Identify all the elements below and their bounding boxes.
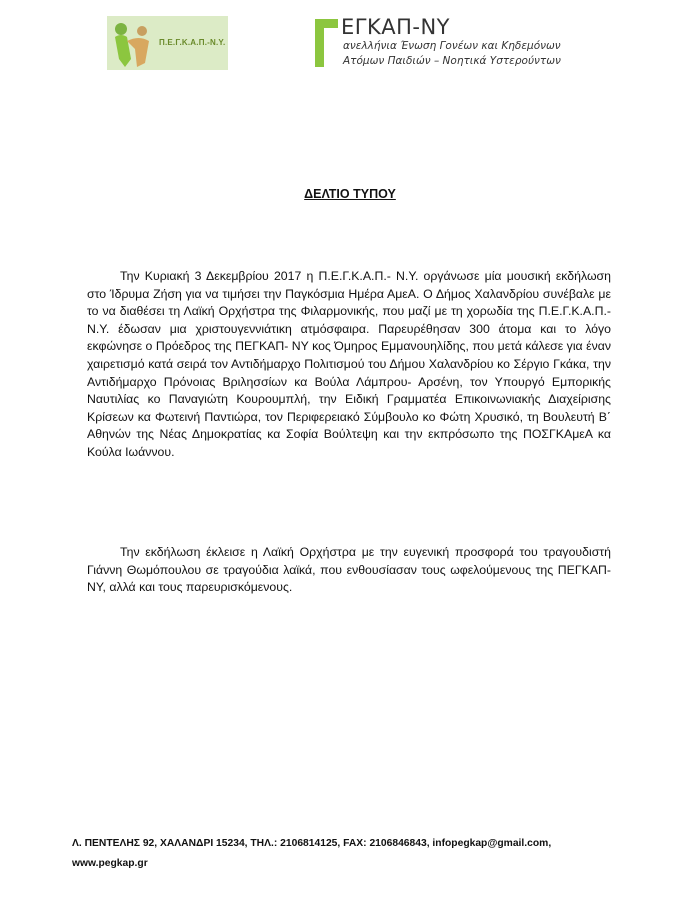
right-logo-name: ΕΓΚΑΠ-ΝΥ (341, 15, 451, 39)
people-icon (109, 19, 159, 69)
right-logo-line2: Ατόμων Παιδιών – Νοητικά Υστερούντων (343, 55, 561, 67)
body-paragraph-1: Την Κυριακή 3 Δεκεμβρίου 2017 η Π.Ε.Γ.Κ.Α.Π.- Ν.Υ. οργάνωσε μία μουσική εκδήλωση στο Ίδρυμα Ζήση για να τιμήσει την Παγκόσμια Ημέρα ΑμεΑ. Ο Δήμος Χαλανδρίου συνέβαλε με το να διαθέσει τη Λαϊκή Ορχήστρα της Φιλαρμονικής, που μαζί με τη χορωδία της Π.Ε.Γ.Κ.Α.Π.- Ν.Υ. έδωσαν μια χριστουγεννιάτικη ατμόσφαιρα. Παρευρέθησαν 300 άτομα και το λόγο εκφώνησε ο Πρόεδρος της ΠΕΓΚΑΠ- ΝΥ κος Όμηρος Εμμανουηλίδης, που μετά κάλεσε για έναν χαιρετισμό κατά σειρά τον Αντιδήμαρχο Πολιτισμού του Δήμου Χαλανδρίου κο Σέργιο Γκάκα, την Αντιδήμαρχο Πρόνοιας Βριλησσίων κα Βούλα Λάμπρου- Αρσένη, τον Υπουργό Εμπορικής Ναυτιλίας κο Παναγιώτη Κουρουμπλή, την Ειδική Γραμματέα Επικοινωνιακής Διαχείρισης Κρίσεων κα Φωτεινή Παντιώρα, τον Περιφερειακό Σύμβουλο κο Φώτη Χρυσικό, τη Βουλευτή Β΄ Αθηνών της Νέας Δημοκρατίας κα Σοφία Βούλτεψη και την εκπρόσωπο της ΠΟΣΓΚΑμεΑ κα Κούλα Ιωάννου. (87, 269, 611, 459)
left-logo (107, 16, 228, 70)
footer-website-line: www.pegkap.gr (72, 858, 148, 869)
left-logo-text: Π.Ε.Γ.Κ.Α.Π.-Ν.Υ. (159, 38, 226, 47)
logo-bracket-top (315, 19, 338, 28)
footer-address-line: Λ. ΠΕΝΤΕΛΗΣ 92, ΧΑΛΑΝΔΡΙ 15234, ΤΗΛ.: 2106814125, FAX: 2106846843, infopegkap@gmail.com, (72, 838, 552, 849)
right-logo-line1: ανελλήνια Ένωση Γονέων και Κηδεμόνων (343, 40, 561, 52)
right-logo (315, 15, 575, 73)
footer (72, 834, 632, 874)
document-title: ΔΕΛΤΙΟ ΤΥΠΟΥ (304, 187, 396, 201)
body-paragraph-2: Την εκδήλωση έκλεισε η Λαϊκή Ορχήστρα με την ευγενική προσφορά του τραγουδιστή Γιάννη Θωμόπουλου σε τραγούδια λαϊκά, που ενθουσίασαν τους ωφελούμενους της ΠΕΓΚΑΠ- ΝΥ, αλλά και τους παρευρισκόμενους. (87, 545, 611, 595)
